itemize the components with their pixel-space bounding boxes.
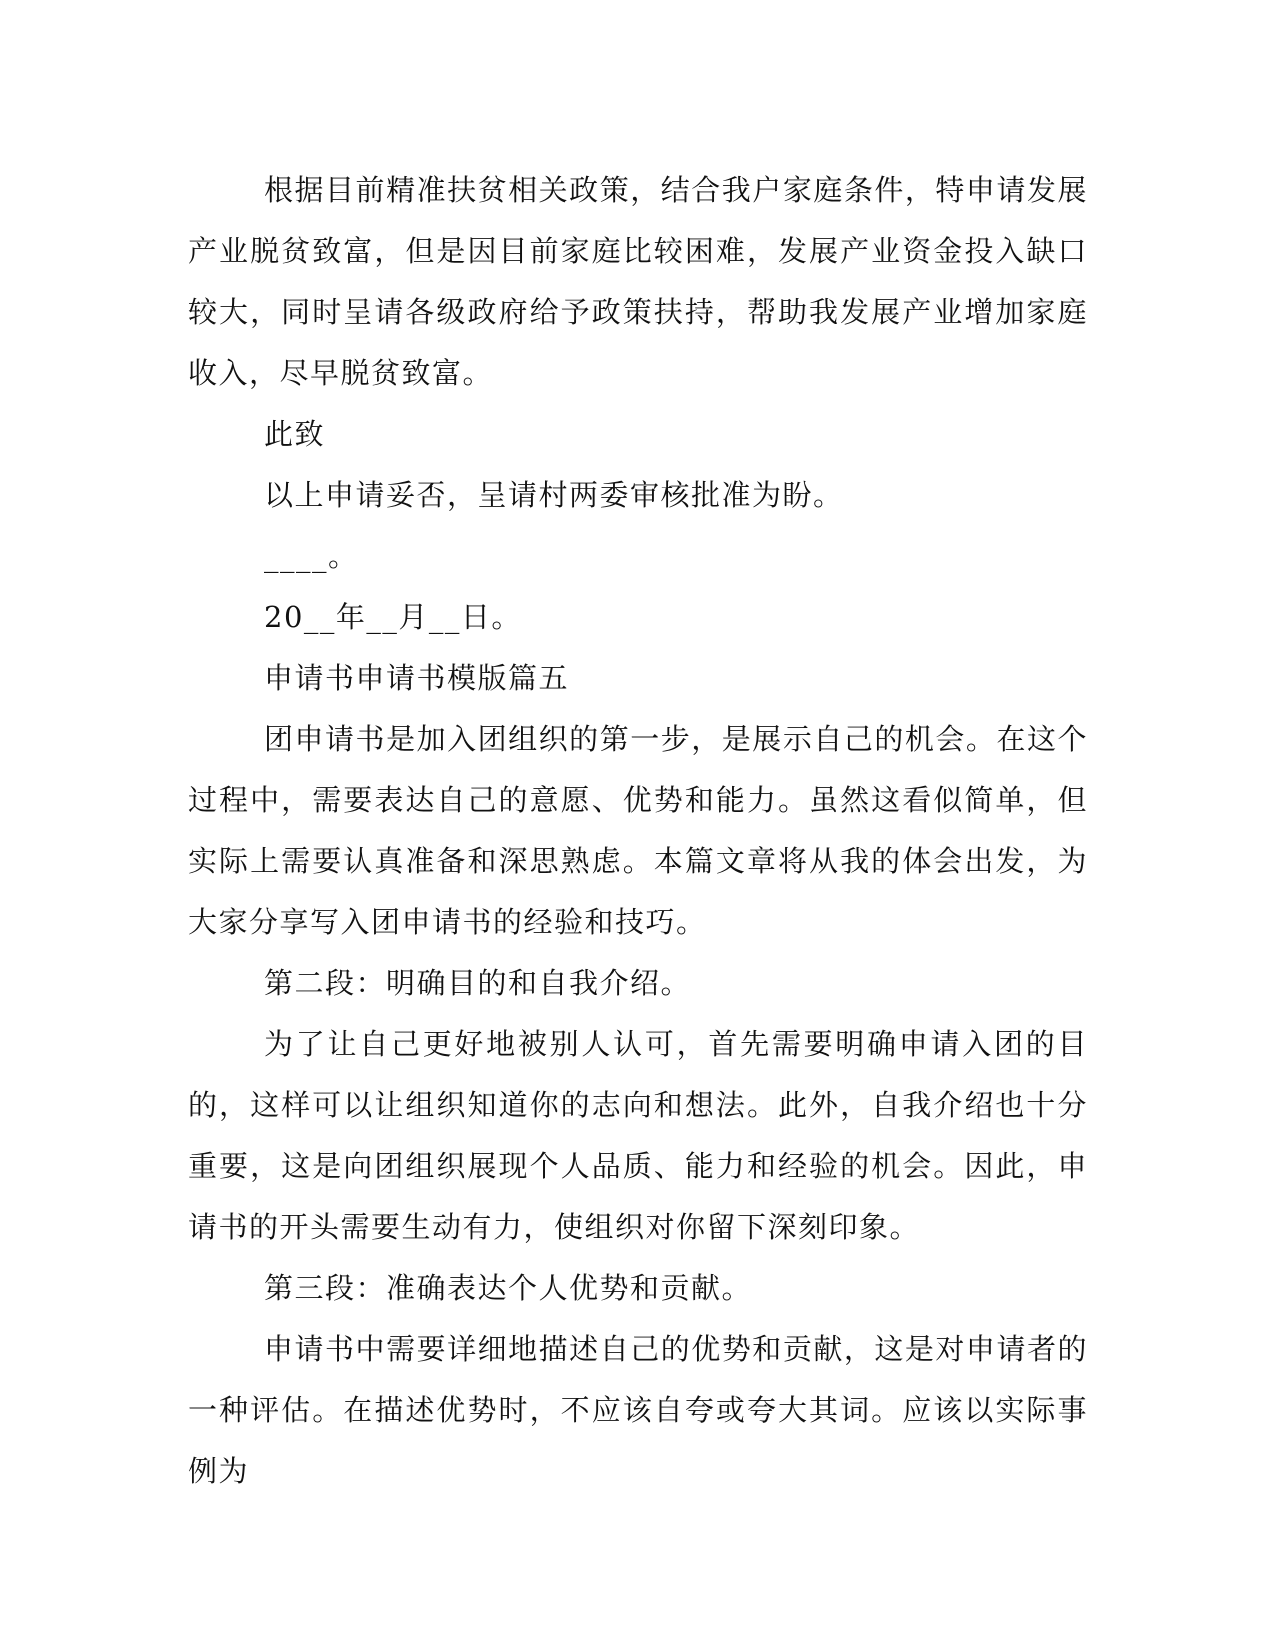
paragraph-strengths: 申请书中需要详细地描述自己的优势和贡献，这是对申请者的一种评估。在描述优势时，不应该自夸或夸大其词。应该以实际事例为: [188, 1332, 1088, 1488]
paragraph-salutation: 此致: [264, 417, 326, 451]
paragraph-date-blank: 20__年__月__日。: [264, 600, 522, 634]
paragraph-intro: 团申请书是加入团组织的第一步，是展示自己的机会。在这个过程中，需要表达自己的意愿、优势和能力。虽然这看似简单，但实际上需要认真准备和深思熟虑。本篇文章将从我的体会出发，为大家分享写入团申请书的经验和技巧。: [188, 722, 1088, 939]
section-heading: 申请书申请书模版篇五: [264, 661, 570, 695]
paragraph-heading-two: 第二段：明确目的和自我介绍。: [264, 966, 692, 1000]
paragraph-signature-blank: ____。: [264, 539, 359, 573]
paragraph-heading-three: 第三段：准确表达个人优势和贡献。: [264, 1271, 753, 1305]
paragraph-purpose: 为了让自己更好地被别人认可，首先需要明确申请入团的目的，这样可以让组织知道你的志向和想法。此外，自我介绍也十分重要，这是向团组织展现个人品质、能力和经验的机会。因此，申请书的开头需要生动有力，使组织对你留下深刻印象。: [188, 1027, 1088, 1244]
paragraph-approval-request: 以上申请妥否，呈请村两委审核批准为盼。: [264, 478, 844, 512]
document-body: [188, 160, 1088, 1502]
paragraph-poverty-request: 根据目前精准扶贫相关政策，结合我户家庭条件，特申请发展产业脱贫致富，但是因目前家庭比较困难，发展产业资金投入缺口较大，同时呈请各级政府给予政策扶持，帮助我发展产业增加家庭收入，尽早脱贫致富。: [188, 173, 1088, 390]
